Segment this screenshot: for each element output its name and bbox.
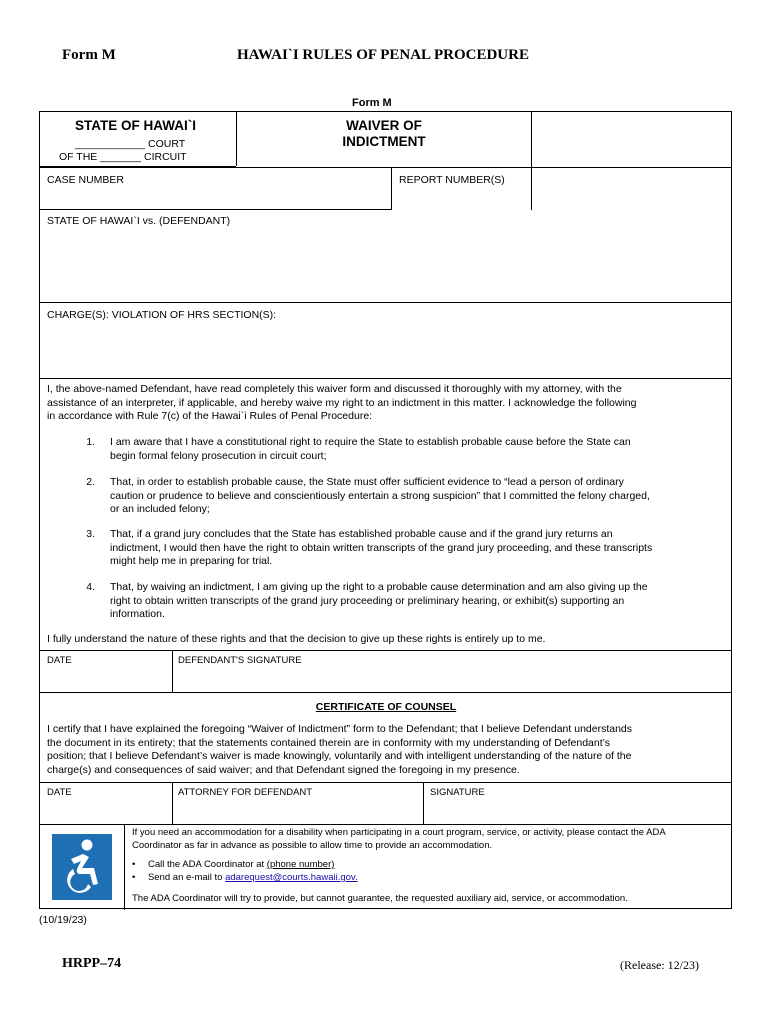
list-item-line: might help me in preparing for trial. (110, 555, 273, 567)
defendant-signature-label: DEFENDANT'S SIGNATURE (178, 655, 302, 666)
date-label: DATE (47, 655, 72, 666)
release-date: (Release: 12/23) (620, 958, 699, 972)
ada-bullet-email (132, 872, 358, 885)
revision-date: (10/19/23) (39, 914, 87, 926)
defendant-field[interactable] (40, 210, 732, 302)
understanding-statement: I fully understand the nature of these rights and that the decision to give up these rights is entirely up to me. (47, 633, 546, 645)
list-item-line: That, in order to establish probable cause, the State must offer sufficient evidence to “lead a person of ordinary (110, 476, 624, 488)
list-item-line: information. (110, 608, 165, 620)
court-stamp-area (532, 112, 732, 167)
item-number: 3. (86, 528, 95, 540)
ada-line: Coordinator as far in advance as possible to allow time to provide an accommodation. (132, 839, 493, 851)
ada-email-link[interactable]: adarequest@courts.hawaii.gov. (225, 872, 358, 883)
charges-label: CHARGE(S): VIOLATION OF HRS SECTION(S): (47, 309, 277, 321)
phone-number[interactable]: (phone number) (266, 859, 335, 870)
form-title-line2: INDICTMENT (342, 134, 426, 149)
counsel-date-field[interactable] (40, 783, 171, 824)
list-item (110, 528, 730, 569)
counsel-heading: CERTIFICATE OF COUNSEL (315, 701, 457, 713)
ada-notice (132, 827, 728, 852)
ada-closing: The ADA Coordinator will try to provide, but cannot guarantee, the requested auxiliary aid, service, or accommodation. (132, 893, 628, 904)
circuit-line[interactable]: OF THE _______ CIRCUIT (59, 151, 187, 163)
list-item-line: That, by waiving an indictment, I am giving up the right to a probable cause determination and am also giving up the (110, 581, 648, 593)
list-item-line: right to obtain written transcripts of the grand jury proceeding or preliminary hearing, or exhibit(s) supporting an (110, 594, 625, 607)
form-title (236, 118, 532, 150)
waiver-intro-line: assistance of an interpreter, if applicable, and hereby waive my right to an indictment in this matter. I acknowledge the following (47, 396, 637, 409)
item-number: 4. (86, 581, 95, 593)
email-prefix: Send an e-mail to (147, 872, 226, 883)
form-box (39, 111, 732, 909)
list-item-line: indictment, I would then have the right to obtain written transcripts of the grand jury proceeding, and these transcripts (110, 541, 653, 554)
counsel-line: the document in its entirety; that the statements contained therein are in conformity with my understanding of Defendant’s (47, 736, 611, 749)
counsel-line: I certify that I have explained the foregoing “Waiver of Indictment” form to the Defendant; that I believe Defendant understands (47, 723, 633, 735)
list-item (110, 581, 730, 622)
attorney-field[interactable] (173, 783, 422, 824)
charges-field[interactable] (40, 303, 732, 378)
counsel-certificate (47, 723, 729, 777)
counsel-line: position; that I believe Defendant’s waiver is made knowingly, voluntarily and with intelligent understanding of the nature of the (47, 750, 632, 762)
form-label: Form M (62, 47, 116, 63)
list-item-line: begin formal felony prosecution in circuit court; (110, 449, 327, 462)
item-number: 1. (86, 436, 95, 448)
list-item-line: That, if a grand jury concludes that the State has established probable cause and if the grand jury returns an (110, 528, 613, 540)
form-number: HRPP–74 (62, 956, 122, 971)
bullet-icon: • (132, 859, 136, 870)
defendant-signature-field[interactable] (173, 651, 732, 692)
court-line[interactable]: ____________ COURT (75, 138, 186, 150)
list-item (110, 436, 730, 463)
counsel-line: charge(s) and consequences of said waiver; and that Defendant signed the foregoing in my presence. (47, 763, 520, 776)
ada-bullet-call (132, 859, 334, 872)
list-item (110, 476, 730, 517)
list-item-line: I am aware that I have a constitutional right to require the State to establish probable cause before the State can (110, 436, 631, 448)
list-item-line: or an included felony; (110, 503, 210, 515)
case-number-label: CASE NUMBER (47, 174, 125, 186)
list-item-line: caution or prudence to believe and conscientiously entertain a strong suspicion” that I committed the felony charged, (110, 489, 650, 502)
item-number: 2. (86, 476, 95, 488)
waiver-intro-line: I, the above-named Defendant, have read completely this waiver form and discussed it thoroughly with my attorney, with the (47, 383, 622, 395)
defendant-date-field[interactable] (40, 651, 171, 692)
form-subtitle: Form M (352, 97, 392, 109)
call-prefix: Call the ADA Coordinator at (147, 859, 267, 870)
form-title-line1: WAIVER OF (346, 118, 422, 133)
report-numbers-label: REPORT NUMBER(S) (399, 174, 505, 186)
defendant-label: STATE OF HAWAI`I vs. (DEFENDANT) (47, 215, 231, 227)
waiver-intro (47, 383, 727, 424)
counsel-signature-field[interactable] (424, 783, 732, 824)
signature-label: SIGNATURE (430, 787, 485, 798)
accessibility-icon (52, 834, 112, 900)
attorney-label: ATTORNEY FOR DEFENDANT (178, 787, 313, 798)
document-title: HAWAI`I RULES OF PENAL PROCEDURE (237, 47, 529, 63)
state-heading: STATE OF HAWAI`I (75, 118, 196, 133)
counsel-date-label: DATE (47, 787, 72, 798)
bullet-icon: • (132, 872, 136, 883)
ada-line: If you need an accommodation for a disability when participating in a court program, service, or activity, please contact the ADA (132, 827, 666, 838)
waiver-intro-line: in accordance with Rule 7(c) of the Hawai`i Rules of Penal Procedure: (47, 410, 373, 422)
